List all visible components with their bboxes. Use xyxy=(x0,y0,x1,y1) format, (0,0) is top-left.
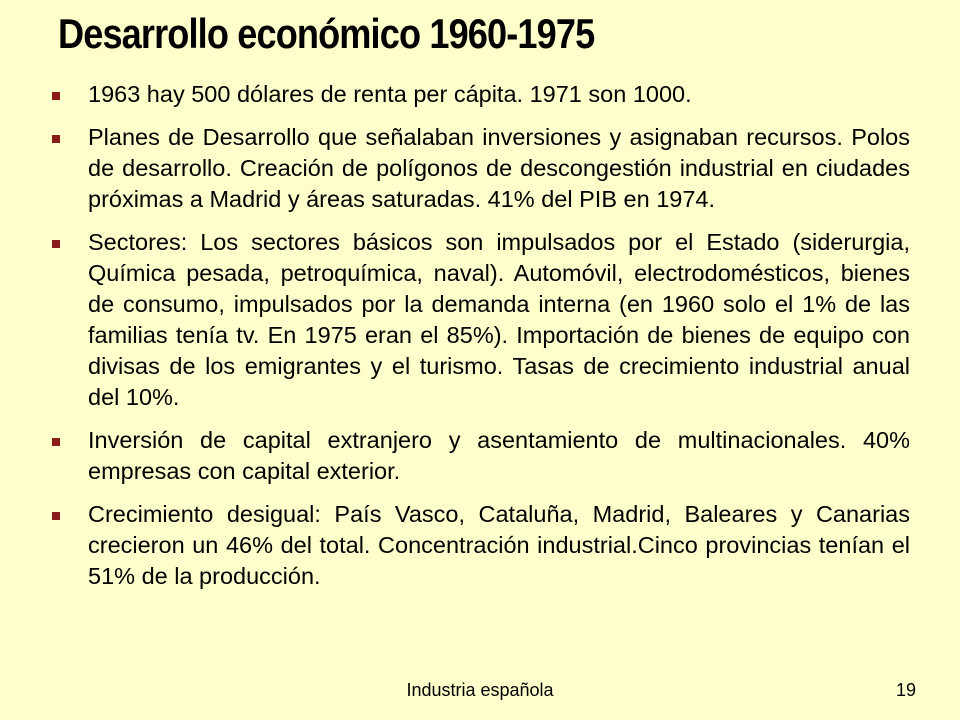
bullet-item xyxy=(48,79,910,110)
bullet-text: 1963 hay 500 dólares de renta per cápita. 1971 son 1000. xyxy=(88,81,692,107)
bullet-text: Crecimiento desigual: País Vasco, Cataluña, Madrid, Baleares y Canarias crecieron un 46% del total. Concentración industrial.Cinco provincias tenían el 51% de la producción. xyxy=(88,501,910,589)
bullet-item xyxy=(48,425,910,487)
bullet-list xyxy=(48,79,910,604)
bullet-text: Planes de Desarrollo que señalaban inversiones y asignaban recursos. Polos de desarrollo. Creación de polígonos de descongestión industrial en ciudades próximas a Madrid y áreas saturadas. 41% del PIB en 1974. xyxy=(88,124,910,212)
square-bullet-icon xyxy=(52,512,60,520)
square-bullet-icon xyxy=(52,135,60,143)
square-bullet-icon xyxy=(52,240,60,248)
bullet-text: Inversión de capital extranjero y asentamiento de multinacionales. 40% empresas con capital exterior. xyxy=(88,427,910,484)
square-bullet-icon xyxy=(52,92,60,100)
bullet-item xyxy=(48,122,910,215)
square-bullet-icon xyxy=(52,438,60,446)
bullet-item xyxy=(48,227,910,413)
page-number: 19 xyxy=(895,680,916,700)
bullet-item xyxy=(48,499,910,592)
slide-title: Desarrollo económico 1960-1975 xyxy=(58,10,595,57)
footer-text: Industria española xyxy=(406,680,554,700)
bullet-text: Sectores: Los sectores básicos son impulsados por el Estado (siderurgia, Química pesada, petroquímica, naval). Automóvil, electrodomésticos, bienes de consumo, impulsados por la demanda interna (en 1960 solo el 1% de las familias tenía tv. En 1975 eran el 85%). Importación de bienes de equipo con divisas de los emigrantes y el turismo. Tasas de crecimiento industrial anual del 10%. xyxy=(88,229,910,410)
